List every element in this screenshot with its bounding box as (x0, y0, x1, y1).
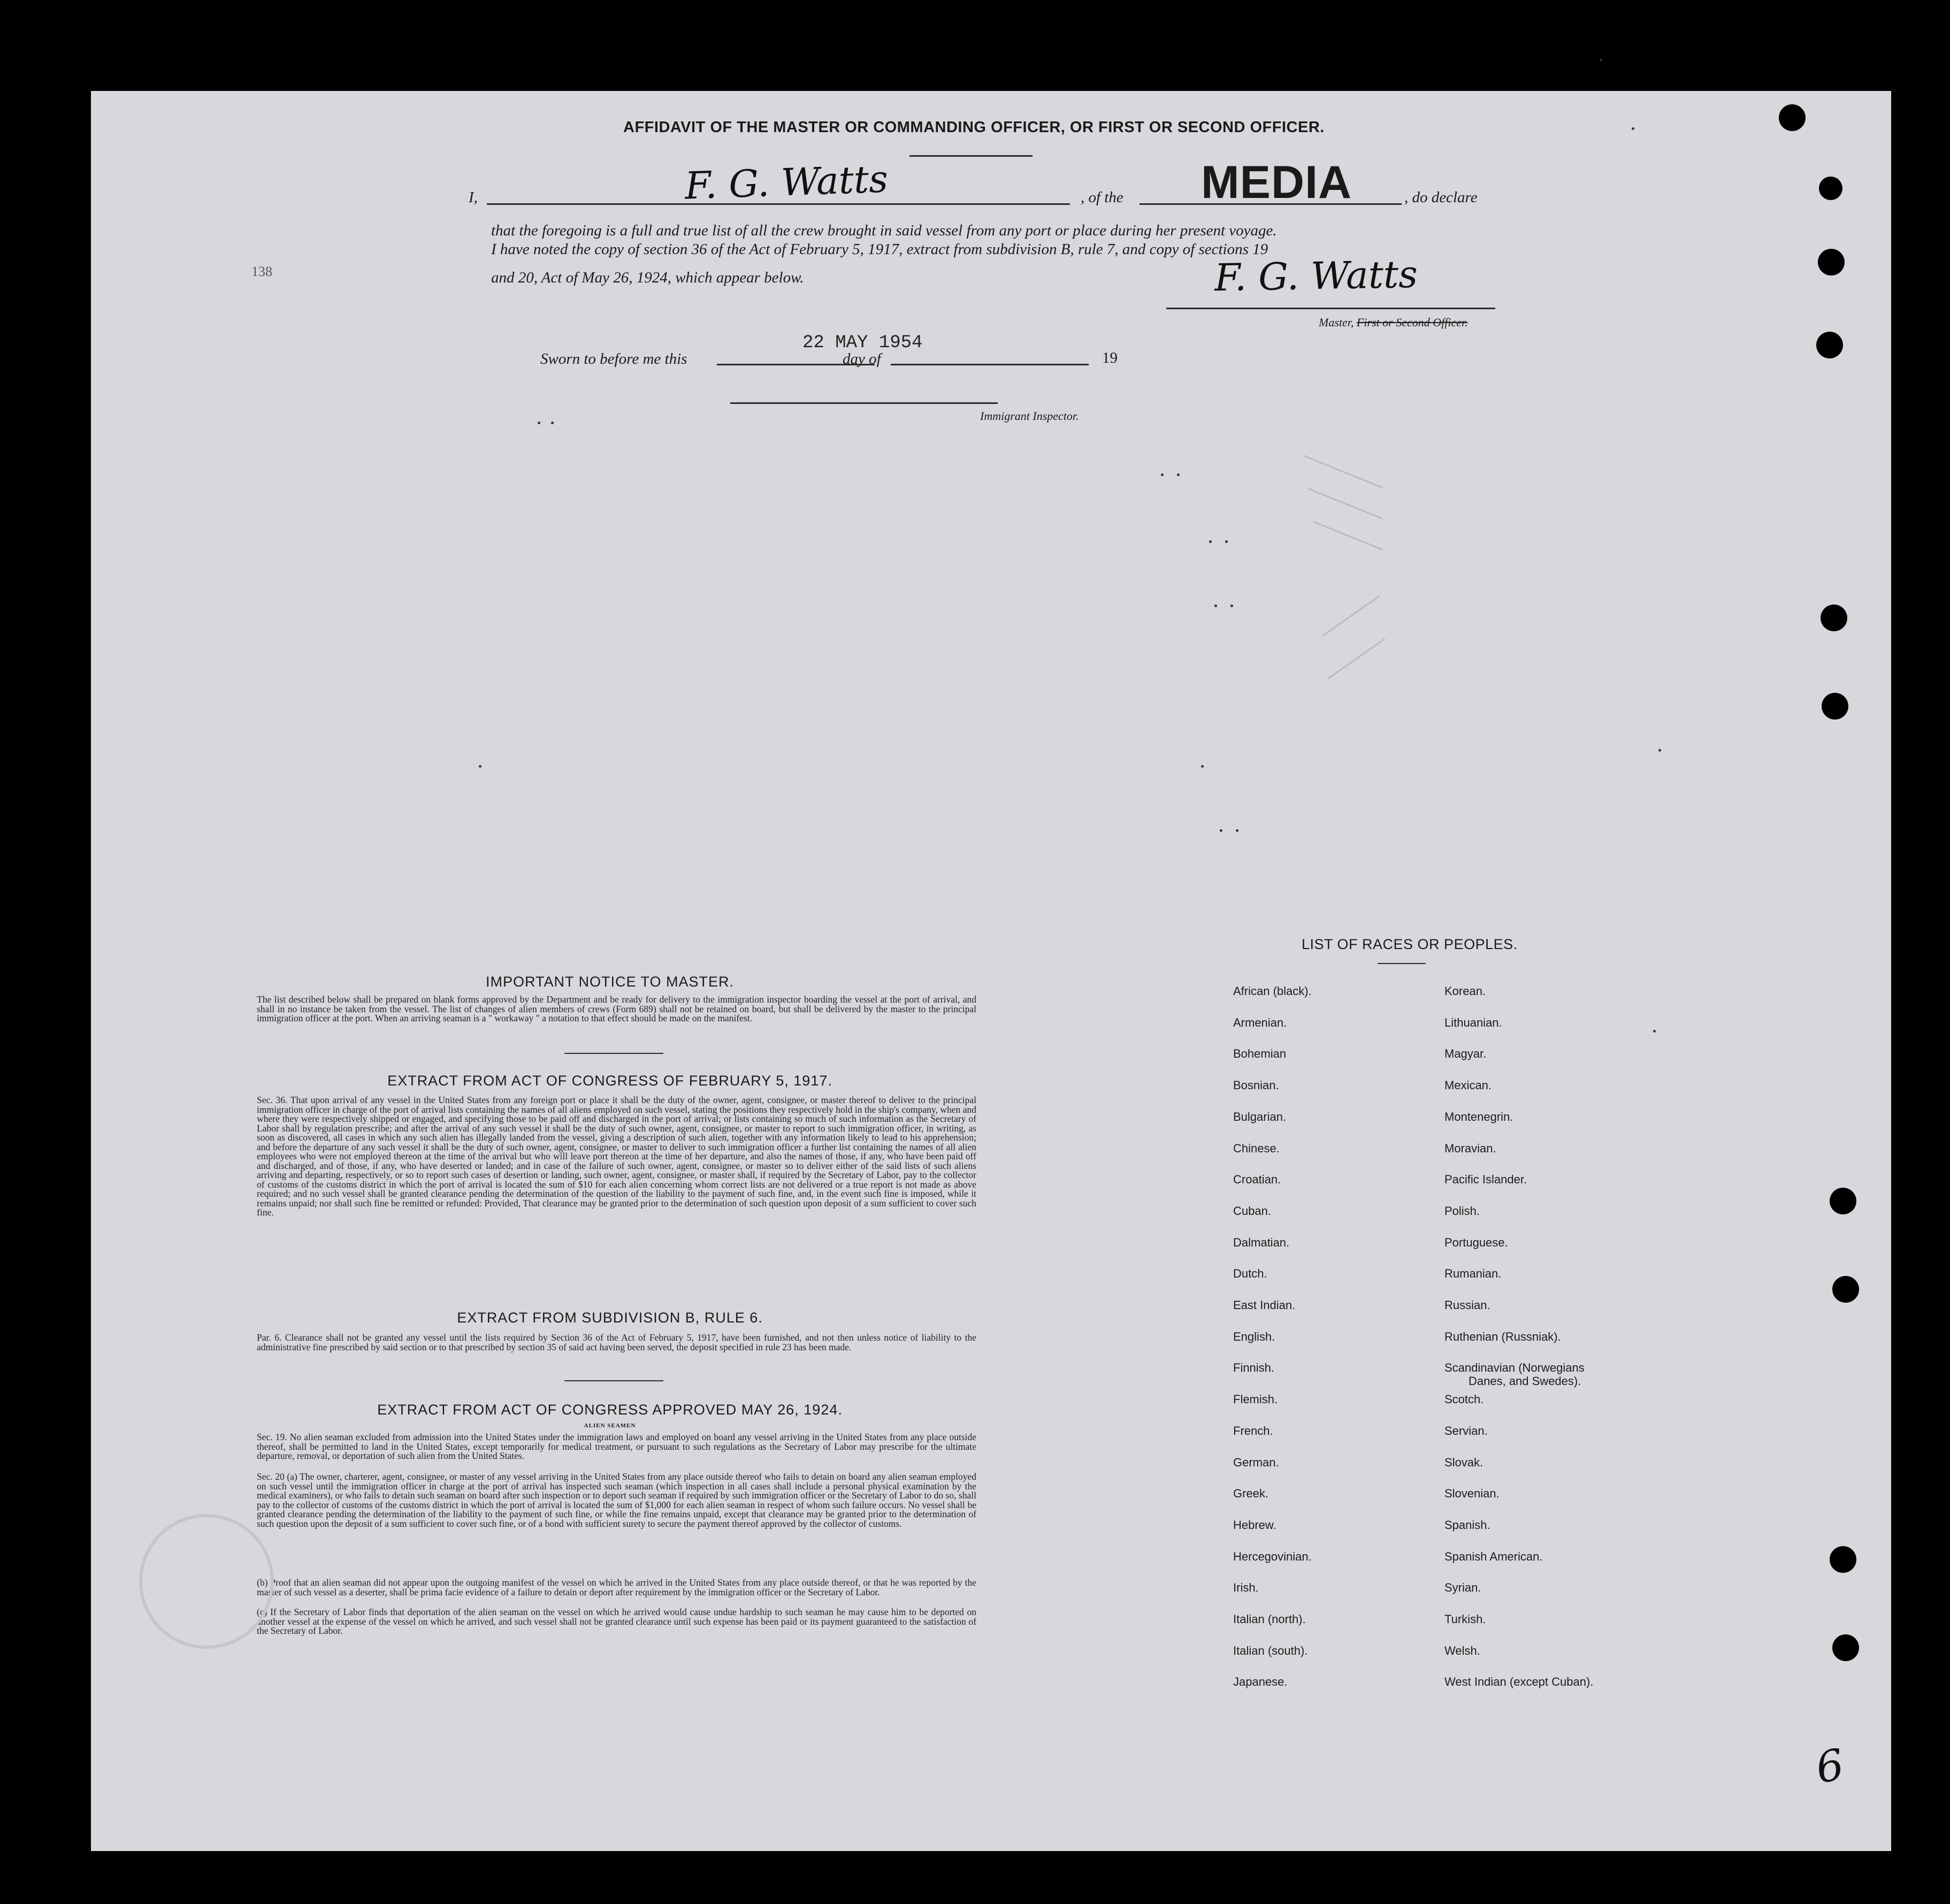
race-item: Irish. (1233, 1581, 1259, 1595)
race-item: Russian. (1444, 1298, 1490, 1312)
section-rule (564, 1053, 663, 1054)
race-item: Welsh. (1444, 1643, 1480, 1657)
punch-hole (1830, 1188, 1856, 1214)
race-item: Spanish American. (1444, 1549, 1543, 1563)
race-item: Scotch. (1444, 1393, 1484, 1406)
punch-hole (1779, 104, 1806, 131)
race-item: Korean. (1444, 984, 1486, 998)
title-rule (909, 155, 1033, 157)
master-label-text: Master, (1319, 316, 1354, 329)
sworn-label: Sworn to before me this (540, 350, 687, 368)
margin-mark: 138 (251, 264, 272, 279)
day-of-label: day of (843, 350, 881, 368)
race-item: West Indian (except Cuban). (1444, 1675, 1594, 1689)
race-item: Magyar. (1444, 1047, 1487, 1061)
race-item: Ruthenian (Russniak). (1444, 1329, 1561, 1343)
affidavit-title: AFFIDAVIT OF THE MASTER OR COMMANDING OFFICER, OR FIRST OR SECOND OFFICER. (623, 119, 1325, 136)
race-item: Syrian. (1444, 1581, 1481, 1595)
page-number: 6 (1812, 1739, 1848, 1793)
act-1924-subtitle: ALIEN SEAMEN (584, 1423, 636, 1429)
rule-6-title: EXTRACT FROM SUBDIVISION B, RULE 6. (457, 1310, 763, 1326)
of-the-label: , of the (1081, 189, 1123, 206)
race-item: Flemish. (1233, 1393, 1278, 1406)
race-item: Turkish. (1444, 1612, 1486, 1626)
race-item: Dutch. (1233, 1267, 1267, 1281)
affidavit-line-1: that the foregoing is a full and true list of all the crew brought in said vessel from any port or place during her present voyage. (491, 222, 1277, 239)
race-item: Chinese. (1233, 1141, 1280, 1155)
race-item: Japanese. (1233, 1675, 1288, 1689)
punch-hole (1832, 1634, 1859, 1661)
race-item: Dalmatian. (1233, 1235, 1290, 1249)
race-item: Portuguese. (1444, 1235, 1508, 1249)
race-item: Finnish. (1233, 1361, 1275, 1375)
punch-hole (1822, 693, 1848, 720)
races-title-rule (1378, 963, 1426, 964)
act-1917-title: EXTRACT FROM ACT OF CONGRESS OF FEBRUARY 5, 1917. (387, 1073, 832, 1089)
inspector-signature-line (730, 402, 998, 404)
race-item: Italian (south). (1233, 1643, 1308, 1657)
master-label (1319, 316, 1468, 330)
race-item: Servian. (1444, 1424, 1488, 1437)
notice-text: The list described below shall be prepared on blank forms approved by the Department and be ready for delivery to the immigration inspector boarding the vessel at the port of arrival, and shall in no instance be taken from the vessel. The list of changes of alien members of crews (Form 689) shall not be retained on board, but shall be delivered by the master to the principal immigration officer at the port. When an arriving seaman is a " workaway " a notation to that effect should be made on the manifest. (257, 994, 976, 1023)
section-rule (564, 1380, 663, 1381)
punch-hole (1819, 177, 1842, 200)
vessel-name: MEDIA (1201, 157, 1352, 208)
inspector-label: Immigrant Inspector. (980, 409, 1079, 423)
race-item: Bosnian. (1233, 1079, 1279, 1092)
race-item: Lithuanian. (1444, 1015, 1502, 1029)
race-item: Mexican. (1444, 1079, 1492, 1092)
affidavit-line-3: and 20, Act of May 26, 1924, which appear below. (491, 269, 804, 286)
year-label: 19 (1102, 349, 1118, 366)
affidavit-line-2: I have noted the copy of section 36 of the Act of February 5, 1917, extract from subdivision B, rule 7, and copy of sections 19 (491, 241, 1268, 258)
master-signature: F. G. Watts (1214, 252, 1418, 300)
sec-20b-text: (b) Proof that an alien seaman did not appear upon the outgoing manifest of the vessel on which he arrived in the United States from any place outside thereof, or that he was reported by the master of such vessel as a deserter, shall be prima facie evidence of a failure to detain or deport after requirement by the immigration officer or the Secretary of Labor. (257, 1577, 976, 1597)
race-item: Greek. (1233, 1487, 1269, 1501)
race-item: German. (1233, 1455, 1279, 1469)
act-1917-text: Sec. 36. That upon arrival of any vessel in the United States from any foreign port or place it shall be the duty of the owner, agent, consignee, or master thereof to deliver to the principal immigration officer in charge of the port of arrival lists containing the names of all aliens employed on such vessel, stating the positions they respectively hold in the ship's company, when and where they were respectively shipped or engaged, and specifying those to be paid off and discharged in the port of arrival; or lists containing so much of such information as the Secretary of Labor shall by regulation prescribe; and after the arrival of any such vessel it shall be the duty of such owner, agent, consignee, or master to report to such immigration officer, in writing, as soon as discovered, all cases in which any such alien has illegally landed from the vessel, giving a description of such alien, together with any information likely to lead to his apprehension; and before the departure of any such vessel it shall be the duty of such owner, agent, consignee, or master to deliver to such immigration officer a further list containing the names of all alien employees who were not employed thereon at the time of the arrival but who will leave port thereon at the time of her departure, and also the names of those, if any, who have been paid off and discharged, and of those, if any, who have deserted or landed; and in case of the failure of such owner, agent, consignee, or master so to deliver either of the said lists of such aliens arriving and departing, respectively, or so to report such cases of desertion or landing, such owner, agent, consignee, or master shall, if required by the Secretary of Labor, pay to the collector of customs of the customs district in which the port of arrival is located the sum of $10 for each alien concerning whom correct lists are not delivered or a true report is not made as above required; and no such vessel shall be granted clearance pending the determination of the question of the liability to the payment of such fine, and, in the event such fine is imposed, while it remains unpaid; nor shall such fine be remitted or refunded: Provided, That clearance may be granted prior to the determination of such question upon deposit of a sum sufficient to cover such fine. (257, 1095, 976, 1218)
punch-hole (1818, 249, 1845, 276)
affidavit-i-label: I, (469, 189, 478, 206)
race-item: Hercegovinian. (1233, 1549, 1312, 1563)
race-item: Scandinavian (Norwegians (1444, 1361, 1585, 1375)
race-item: Bohemian (1233, 1047, 1287, 1061)
punch-hole (1832, 1276, 1859, 1303)
race-item: Bulgarian. (1233, 1110, 1287, 1123)
notice-title: IMPORTANT NOTICE TO MASTER. (485, 974, 735, 990)
race-item: Slovenian. (1444, 1487, 1500, 1501)
race-item: Italian (north). (1233, 1612, 1306, 1626)
race-item: Croatian. (1233, 1173, 1281, 1187)
month-line (891, 364, 1089, 365)
race-item: Montenegrin. (1444, 1110, 1513, 1123)
race-item: Polish. (1444, 1204, 1480, 1218)
master-signature-line (1166, 308, 1495, 309)
race-item: Moravian. (1444, 1141, 1496, 1155)
race-item: African (black). (1233, 984, 1312, 998)
races-title: LIST OF RACES OR PEOPLES. (1302, 936, 1518, 952)
officer-signature: F. G. Watts (684, 157, 889, 208)
race-item: Slovak. (1444, 1455, 1483, 1469)
punch-hole (1821, 605, 1847, 631)
race-item: Cuban. (1233, 1204, 1271, 1218)
race-item: Spanish. (1444, 1518, 1490, 1532)
race-item: Pacific Islander. (1444, 1173, 1527, 1187)
sec-20a-text: Sec. 20 (a) The owner, charterer, agent, consignee, or master of any vessel arriving in the United States from any place outside thereof who fails to detain on board any alien seaman employed on such vessel until the immigration officer in charge at the port of arrival has inspected such seaman (which inspection in all cases shall include a personal physical examination by the medical examiners), or who fails to detain such seaman on board after such inspection or to deport such seaman if required by such immigration officer or the Secretary of Labor to do so, shall pay to the collector of customs of the customs district in which the port of arrival is located the sum of $1,000 for each alien seaman in respect of whom such failure occurs. No vessel shall be granted clearance pending the determination of the liability to the payment of such fine, or while the fine remains unpaid, except that clearance may be granted prior to the determination of such question upon the deposit of a sum sufficient to cover such fine, or of a bond with sufficient surety to secure the payment thereof approved by the collector of customs. (257, 1471, 976, 1529)
race-item: Hebrew. (1233, 1518, 1276, 1532)
race-item: Armenian. (1233, 1015, 1287, 1029)
embossed-seal (139, 1514, 274, 1649)
race-item: East Indian. (1233, 1298, 1296, 1312)
punch-hole (1830, 1546, 1856, 1573)
act-1924-title: EXTRACT FROM ACT OF CONGRESS APPROVED MAY 26, 1924. (377, 1402, 843, 1418)
race-item: Danes, and Swedes). (1469, 1374, 1581, 1388)
race-item: English. (1233, 1329, 1275, 1343)
date-stamp: 22 MAY 1954 (802, 333, 923, 353)
master-struck-text: First or Second Officer. (1356, 316, 1468, 329)
sec-19-text: Sec. 19. No alien seaman excluded from admission into the United States under the immigration laws and employed on board any vessel arriving in the United States from any place outside thereof, shall be permitted to land in the United States, except temporarily for medical treatment, or pursuant to such regulations as the Secretary of Labor may prescribe for the ultimate departure, removal, or deportation of such alien from the United States. (257, 1432, 976, 1461)
sec-20c-text: (c) If the Secretary of Labor finds that deportation of the alien seaman on the vessel on which he arrived would cause undue hardship to such seaman he may cause him to be deported on another vessel at the expense of the vessel on which he arrived, and such vessel shall not be granted clearance until such expense has been paid or its payment guaranteed to the satisfaction of the Secretary of Labor. (257, 1607, 976, 1636)
race-item: French. (1233, 1424, 1273, 1437)
punch-hole (1816, 332, 1843, 358)
rule-6-text: Par. 6. Clearance shall not be granted any vessel until the lists required by Section 36 of the Act of February 5, 1917, have been furnished, and not then unless notice of liability to the administrative fine prescribed by said section or to that prescribed by section 35 of said act having been served, the deposit specified in rule 23 has been made. (257, 1332, 976, 1352)
race-item: Rumanian. (1444, 1267, 1502, 1281)
do-declare-label: , do declare (1404, 189, 1478, 206)
